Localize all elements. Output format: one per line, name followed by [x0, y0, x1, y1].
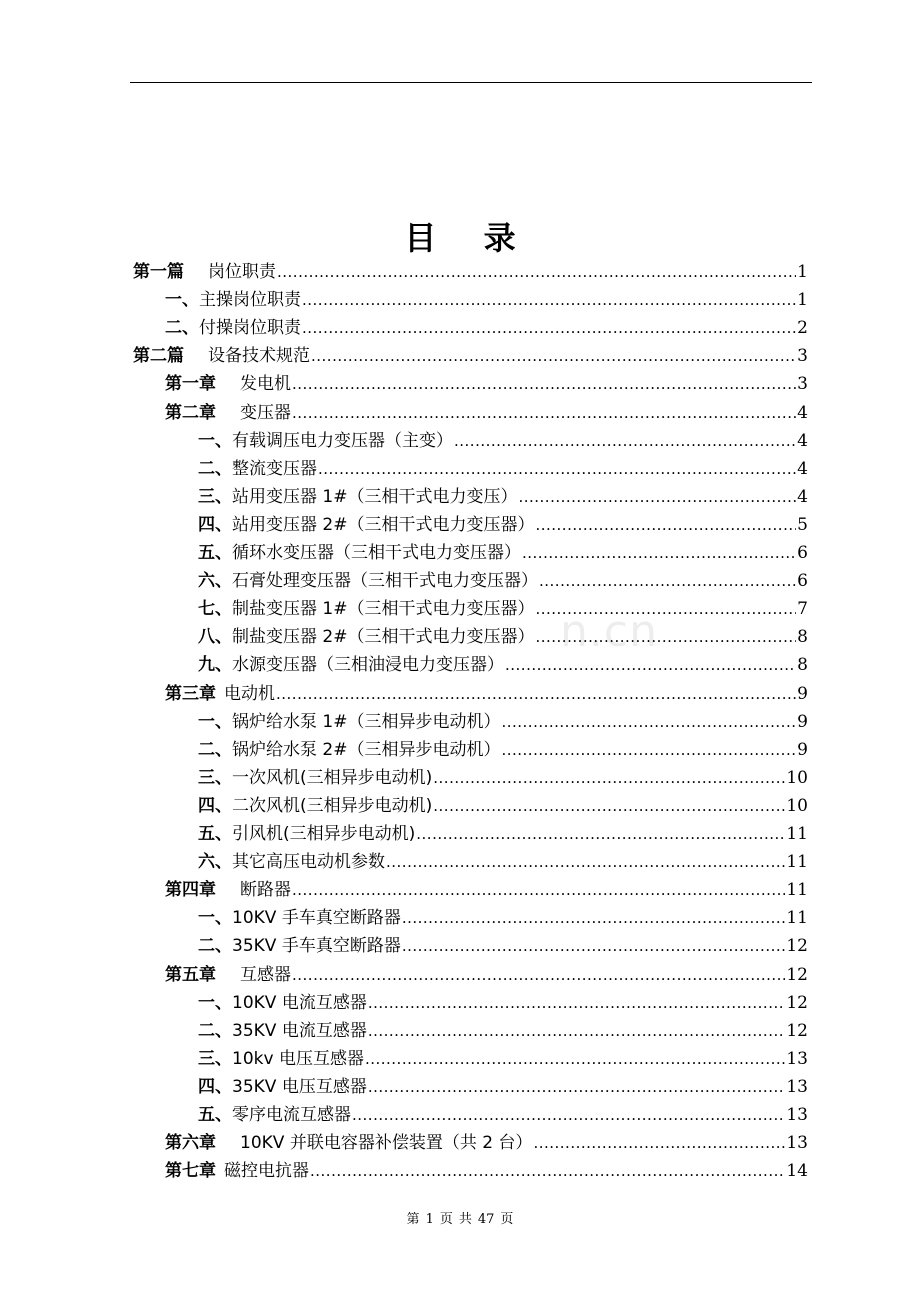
toc-dot-leader [539, 567, 796, 595]
toc-entry-number: 四、 [198, 514, 232, 535]
toc-entry-page: 5 [797, 514, 808, 535]
toc-dot-leader [416, 820, 785, 848]
toc-entry[interactable] [198, 1073, 808, 1101]
header-rule [130, 82, 812, 83]
toc-dot-leader [276, 680, 796, 708]
toc-entry[interactable] [198, 1017, 808, 1045]
toc-entry-page: 9 [797, 739, 808, 760]
toc-entry-number: 五、 [198, 543, 232, 563]
toc-entry[interactable] [198, 595, 808, 623]
toc-entry-text [198, 736, 500, 764]
toc-entry[interactable] [165, 961, 808, 989]
toc-entry[interactable] [133, 258, 808, 286]
toc-entry-page: 13 [786, 1048, 808, 1069]
toc-entry[interactable] [198, 511, 808, 539]
toc-entry-title: 二次风机(三相异步电动机) [232, 795, 433, 816]
toc-entry-number: 二、 [165, 318, 199, 339]
footer-page-word: 页 [439, 1212, 453, 1227]
toc-entry[interactable] [198, 820, 808, 848]
toc-entry-text [198, 989, 367, 1017]
toc-entry-page: 4 [797, 430, 808, 451]
toc-entry[interactable] [133, 342, 808, 370]
page-title: 目 录 [404, 219, 534, 258]
toc-entry-title: 循环水变压器（三相干式电力变压器） [232, 543, 521, 563]
toc-entry[interactable] [198, 567, 808, 595]
toc-entry-number: 二、 [198, 739, 232, 760]
toc-entry-page: 12 [786, 1020, 808, 1041]
toc-entry-page: 8 [797, 627, 808, 648]
toc-dot-leader [535, 623, 796, 651]
toc-entry[interactable] [198, 1101, 808, 1129]
toc-entry-page: 7 [797, 599, 808, 620]
toc-entry-title: 变压器 [240, 402, 291, 423]
toc-entry-number: 一、 [198, 992, 232, 1013]
toc-entry[interactable] [165, 1157, 808, 1185]
toc-entry[interactable] [198, 1045, 808, 1073]
toc-entry-number: 第一篇 [133, 262, 184, 282]
toc-entry[interactable] [198, 427, 808, 455]
toc-entry-text [198, 623, 534, 651]
toc-dot-leader [310, 1157, 785, 1185]
toc-entry-number: 第五章 [165, 964, 216, 985]
toc-entry-number: 七、 [198, 599, 232, 620]
toc-entry[interactable] [165, 370, 808, 398]
toc-entry-text [165, 286, 301, 314]
toc-entry-title: 10kv 电压互感器 [232, 1048, 364, 1069]
toc-entry-title: 一次风机(三相异步电动机) [232, 767, 433, 788]
toc-entry-text [165, 399, 291, 427]
toc-entry-number: 二、 [198, 458, 232, 479]
toc-entry[interactable] [165, 876, 808, 904]
toc-entry-text [133, 258, 276, 286]
toc-entry-text [198, 1073, 367, 1101]
toc-entry-title: 电动机 [224, 683, 275, 704]
toc-entry[interactable] [198, 904, 808, 932]
toc-entry-text [198, 764, 432, 792]
toc-dot-leader [365, 1045, 785, 1073]
toc-entry-page: 13 [786, 1076, 808, 1097]
page-footer [0, 1208, 920, 1227]
toc-entry-page: 1 [797, 262, 808, 282]
toc-entry-title: 10KV 并联电容器补偿装置（共 2 台） [240, 1133, 533, 1154]
toc-entry-title: 制盐变压器 2#（三相干式电力变压器） [232, 627, 535, 648]
toc-entry-text [198, 455, 317, 483]
footer-suffix: 页 [500, 1212, 514, 1227]
toc-entry-text [165, 1129, 532, 1157]
toc-entry-title: 设备技术规范 [208, 346, 310, 367]
toc-entry[interactable] [198, 989, 808, 1017]
toc-dot-leader [302, 314, 796, 342]
footer-current-page: 1 [425, 1212, 434, 1227]
toc-dot-leader [311, 342, 796, 370]
toc-entry-title: 引风机(三相异步电动机) [232, 824, 416, 844]
toc-entry-title: 站用变压器 2#（三相干式电力变压器） [232, 514, 535, 535]
toc-entry-text [198, 1101, 351, 1129]
toc-entry-title: 岗位职责 [208, 262, 276, 282]
toc-entry-number: 第四章 [165, 880, 216, 901]
toc-entry-number: 第二篇 [133, 346, 184, 367]
toc-entry[interactable] [198, 848, 808, 876]
toc-entry[interactable] [165, 314, 808, 342]
toc-entry-number: 二、 [198, 936, 232, 957]
toc-entry-title: 断路器 [240, 880, 291, 901]
toc-entry-title: 零序电流互感器 [232, 1105, 351, 1125]
toc-entry-title: 整流变压器 [232, 458, 317, 479]
toc-entry-title: 制盐变压器 1#（三相干式电力变压器） [232, 599, 535, 620]
toc-entry-text [133, 342, 310, 370]
toc-entry-title: 35KV 手车真空断路器 [232, 936, 401, 957]
toc-entry-text [198, 1045, 364, 1073]
toc-entry-text [165, 876, 291, 904]
toc-entry-number: 八、 [198, 627, 232, 648]
toc-entry-title: 水源变压器（三相油浸电力变压器） [232, 655, 504, 676]
toc-entry-text [198, 539, 521, 567]
toc-entry-page: 11 [786, 880, 808, 901]
toc-entry[interactable] [198, 623, 808, 651]
toc-entry-page: 12 [786, 936, 808, 957]
toc-entry-page: 9 [797, 711, 808, 732]
toc-entry-page: 10 [786, 767, 808, 788]
toc-dot-leader [535, 595, 796, 623]
toc-entry-number: 四、 [198, 795, 232, 816]
toc-entry-text [198, 904, 401, 932]
toc-dot-leader [533, 1129, 785, 1157]
toc-entry[interactable] [198, 483, 808, 511]
toc-entry-page: 4 [797, 402, 808, 423]
footer-prefix: 第 [406, 1212, 420, 1227]
toc-entry-title: 35KV 电流互感器 [232, 1020, 367, 1041]
toc-entry-page: 13 [786, 1133, 808, 1154]
toc-dot-leader [292, 961, 785, 989]
toc-entry-text [198, 932, 401, 960]
toc-entry-number: 第二章 [165, 402, 216, 423]
toc-entry-number: 一、 [198, 711, 232, 732]
toc-entry-number: 九、 [198, 655, 232, 676]
watermark: n.cn [560, 606, 658, 657]
toc-dot-leader [535, 511, 796, 539]
toc-entry-title: 发电机 [240, 374, 291, 395]
toc-entry-text [165, 1157, 309, 1185]
toc-dot-leader [386, 848, 785, 876]
toc-entry-title: 锅炉给水泵 1#（三相异步电动机） [232, 711, 501, 732]
toc-entry-number: 五、 [198, 1105, 232, 1125]
toc-entry-page: 9 [797, 683, 808, 704]
toc-entry-text [165, 680, 275, 708]
toc-entry-page: 1 [797, 290, 808, 311]
toc-entry-page: 14 [786, 1161, 808, 1182]
toc-dot-leader [501, 736, 796, 764]
toc-entry-text [198, 1017, 367, 1045]
toc-entry-text [198, 567, 538, 595]
toc-entry[interactable] [165, 680, 808, 708]
toc-dot-leader [277, 258, 796, 286]
toc-entry-text [198, 651, 504, 679]
toc-dot-leader [302, 286, 796, 314]
toc-dot-leader [292, 399, 796, 427]
toc-entry-page: 4 [797, 458, 808, 479]
toc-entry-text [198, 708, 500, 736]
toc-entry-text [198, 427, 453, 455]
toc-entry-page: 3 [797, 346, 808, 367]
toc-entry-text [165, 370, 291, 398]
toc-entry[interactable] [165, 1129, 808, 1157]
toc-entry[interactable] [198, 651, 808, 679]
toc-entry-page: 3 [797, 374, 808, 395]
toc-dot-leader [433, 792, 785, 820]
toc-entry-number: 一、 [165, 290, 199, 311]
toc-entry-title: 其它高压电动机参数 [232, 852, 385, 873]
toc-dot-leader [402, 904, 786, 932]
footer-total-word: 共 [458, 1212, 472, 1227]
toc-entry-page: 11 [786, 908, 808, 929]
toc-entry[interactable] [198, 792, 808, 820]
toc-entry-page: 6 [797, 571, 808, 592]
toc-dot-leader [368, 1073, 786, 1101]
toc-entry-page: 13 [786, 1105, 808, 1125]
toc-entry-title: 锅炉给水泵 2#（三相异步电动机） [232, 739, 501, 760]
toc-entry-title: 10KV 手车真空断路器 [232, 908, 401, 929]
toc-entry-text [198, 792, 432, 820]
toc-entry-page: 11 [786, 824, 808, 844]
toc-entry-number: 第三章 [165, 683, 216, 704]
toc-entry-number: 第一章 [165, 374, 216, 395]
toc-dot-leader [522, 539, 796, 567]
toc-entry-number: 第七章 [165, 1161, 216, 1182]
toc-entry-page: 6 [797, 543, 808, 563]
toc-entry-text [198, 848, 385, 876]
toc-dot-leader [501, 708, 796, 736]
toc-entry-number: 二、 [198, 1020, 232, 1041]
toc-entry-text [198, 511, 534, 539]
toc-entry-page: 12 [786, 964, 808, 985]
toc-entry[interactable] [198, 708, 808, 736]
toc-entry-text [198, 483, 517, 511]
toc-dot-leader [318, 455, 796, 483]
toc-entry-number: 一、 [198, 908, 232, 929]
toc-entry-title: 站用变压器 1#（三相干式电力变压） [232, 486, 518, 507]
toc-entry[interactable] [198, 455, 808, 483]
toc-entry-title: 石膏处理变压器（三相干式电力变压器） [232, 571, 538, 592]
toc-entry-text [198, 595, 534, 623]
toc-entry-page: 11 [786, 852, 808, 873]
toc-dot-leader [368, 989, 786, 1017]
toc-entry-page: 10 [786, 795, 808, 816]
toc-entry[interactable] [165, 399, 808, 427]
toc-entry[interactable] [198, 764, 808, 792]
toc-entry-number: 第六章 [165, 1133, 216, 1154]
toc-entry-title: 互感器 [240, 964, 291, 985]
toc-entry-number: 五、 [198, 824, 232, 844]
toc-entry-text [198, 820, 415, 848]
toc-entry-text [165, 961, 291, 989]
toc-dot-leader [454, 427, 796, 455]
toc-entry-title: 10KV 电流互感器 [232, 992, 367, 1013]
toc-entry[interactable] [165, 286, 808, 314]
toc-entry-title: 磁控电抗器 [224, 1161, 309, 1182]
toc-entry[interactable] [198, 932, 808, 960]
toc-entry-number: 六、 [198, 571, 232, 592]
toc-entry-number: 三、 [198, 767, 232, 788]
toc-entry-number: 四、 [198, 1076, 232, 1097]
toc-entry[interactable] [198, 539, 808, 567]
toc-dot-leader [505, 651, 796, 679]
toc-entry-title: 有载调压电力变压器（主变） [232, 430, 453, 451]
toc-dot-leader [518, 483, 796, 511]
toc-entry-title: 付操岗位职责 [199, 318, 301, 339]
toc-entry-number: 三、 [198, 486, 232, 507]
toc-entry-page: 4 [797, 486, 808, 507]
toc-entry-page: 2 [797, 318, 808, 339]
toc-entry-page: 8 [797, 655, 808, 676]
toc-dot-leader [352, 1101, 785, 1129]
toc-dot-leader [402, 932, 786, 960]
toc-dot-leader [292, 370, 796, 398]
toc-dot-leader [292, 876, 785, 904]
toc-entry-number: 一、 [198, 430, 232, 451]
toc-dot-leader [433, 764, 785, 792]
footer-total-pages: 47 [477, 1212, 495, 1227]
toc-dot-leader [368, 1017, 786, 1045]
toc-entry-title: 35KV 电压互感器 [232, 1076, 367, 1097]
toc-entry-title: 主操岗位职责 [199, 290, 301, 311]
toc-entry-page: 12 [786, 992, 808, 1013]
toc-entry-number: 六、 [198, 852, 232, 873]
toc-entry-text [165, 314, 301, 342]
toc-entry-number: 三、 [198, 1048, 232, 1069]
toc-entry[interactable] [198, 736, 808, 764]
